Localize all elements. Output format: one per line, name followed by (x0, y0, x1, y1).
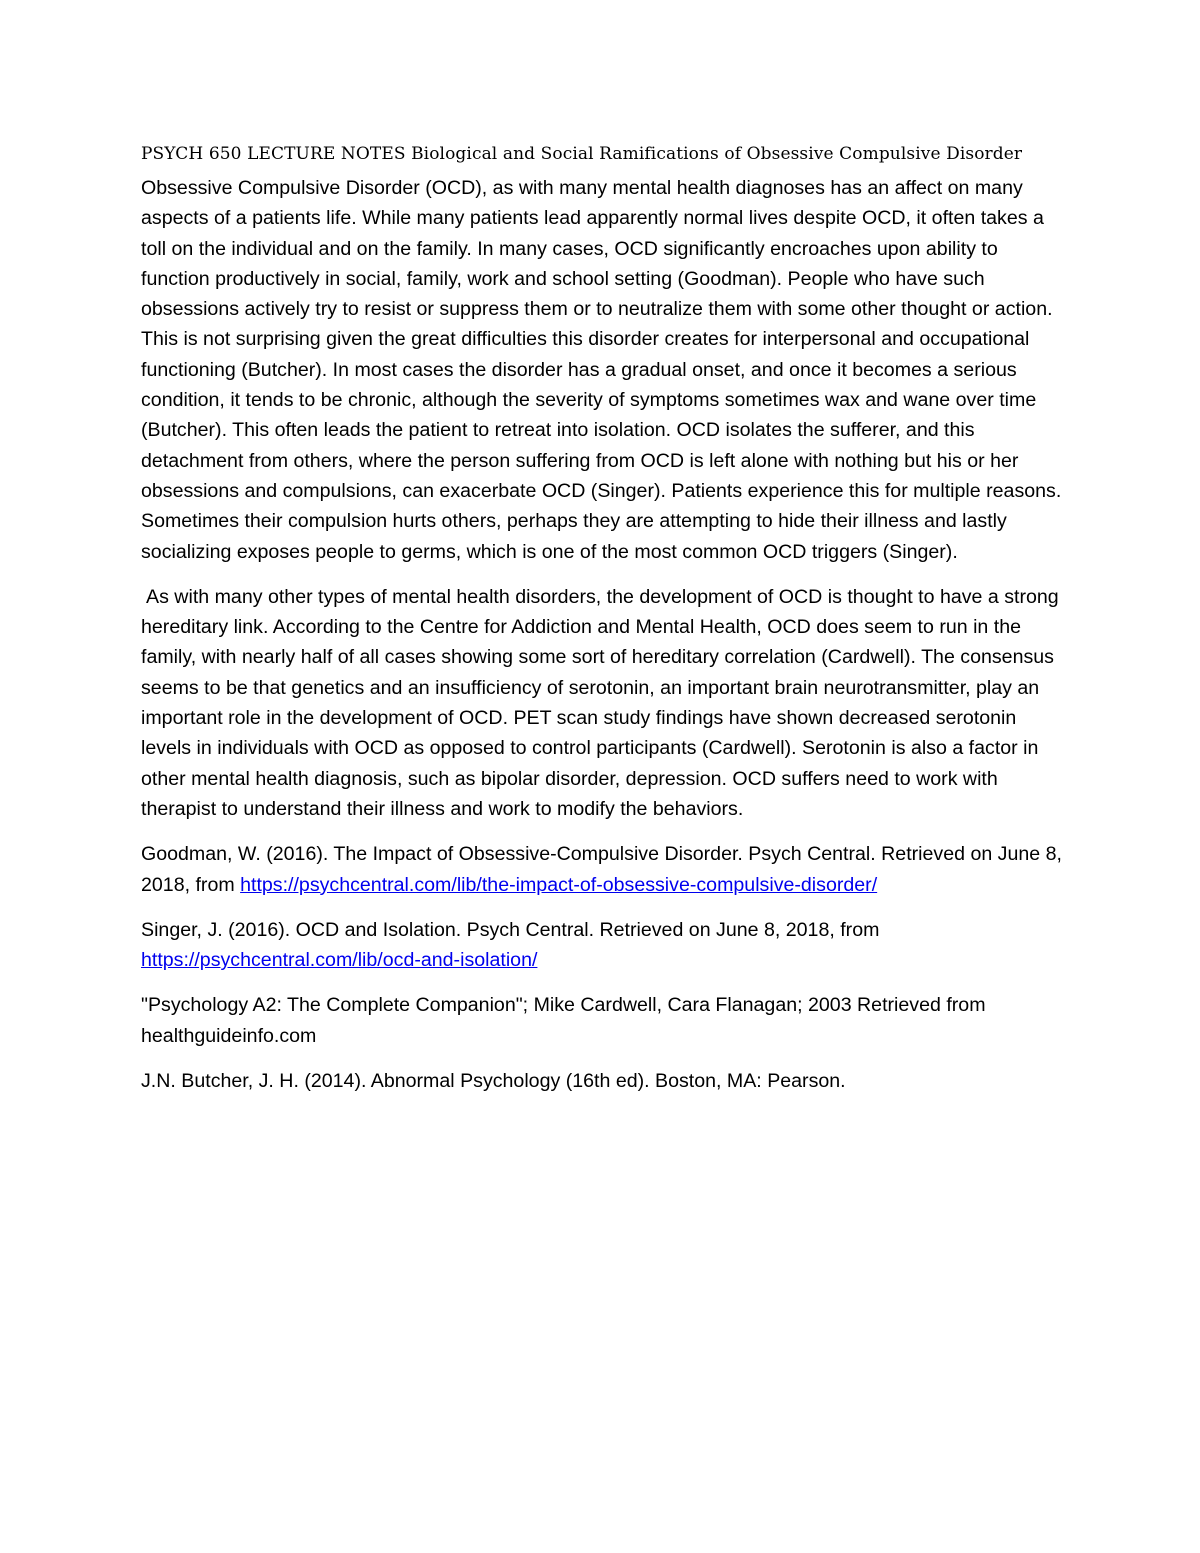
paragraph-ocd-hereditary: As with many other types of mental health disorders, the development of OCD is thought to have a strong hereditary link. According to the Centre for Addiction and Mental Health, OCD does seem to run in the family, with nearly half of all cases showing some sort of hereditary correlation (Cardwell). The consensus seems to be that genetics and an insufficiency of serotonin, an important brain neurotransmitter, play an important role in the development of OCD. PET scan study findings have shown decreased serotonin levels in individuals with OCD as opposed to control participants (Cardwell). Serotonin is also a factor in other mental health diagnosis, such as bipolar disorder, depression. OCD suffers need to work with therapist to understand their illness and work to modify the behaviors. (141, 585, 1059, 820)
reference-text: Singer, J. (2016). OCD and Isolation. Psych Central. Retrieved on June 8, 2018, from (141, 918, 880, 941)
reference-cardwell: "Psychology A2: The Complete Companion"; Mike Cardwell, Cara Flanagan; 2003 Retrieved from healthguideinfo.com (141, 994, 986, 1047)
paragraph-ocd-impact: Obsessive Compulsive Disorder (OCD), as with many mental health diagnoses has an affect on many aspects of a patients life. While many patients lead apparently normal lives despite OCD, it often takes a toll on the individual and on the family. In many cases, OCD significantly encroaches upon ability to function productively in social, family, work and school setting (Goodman). People who have such obsessions actively try to resist or suppress them or to neutralize them with some other thought or action. This is not surprising given the great difficulties this disorder creates for interpersonal and occupational functioning (Butcher). In most cases the disorder has a gradual onset, and once it becomes a serious condition, it tends to be chronic, although the severity of symptoms sometimes wax and wane over time (Butcher). This often leads the patient to retreat into isolation. OCD isolates the sufferer, and this detachment from others, where the person suffering from OCD is left alone with nothing but his or her obsessions and compulsions, can exacerbate OCD (Singer). Patients experience this for multiple reasons. Sometimes their compulsion hurts others, perhaps they are attempting to hide their illness and lastly socializing exposes people to germs, which is one of the most common OCD triggers (Singer). (141, 177, 1062, 563)
reference-butcher: J.N. Butcher, J. H. (2014). Abnormal Psychology (16th ed). Boston, MA: Pearson. (141, 1070, 846, 1093)
document-body (141, 138, 1066, 1111)
reference-link-goodman[interactable]: https://psychcentral.com/lib/the-impact-of-obsessive-compulsive-disorder/ (240, 873, 878, 896)
reference-singer (141, 915, 1066, 976)
document-title: PSYCH 650 LECTURE NOTES Biological and Social Ramifications of Obsessive Compulsive Disorder (141, 144, 1023, 164)
reference-link-singer[interactable]: https://psychcentral.com/lib/ocd-and-isolation/ (141, 949, 538, 972)
reference-text: Goodman, W. (2016). The Impact of Obsessive-Compulsive Disorder. Psych Central. Retrieved on June 8, 2018, from (141, 843, 1062, 896)
reference-goodman (141, 839, 1066, 900)
